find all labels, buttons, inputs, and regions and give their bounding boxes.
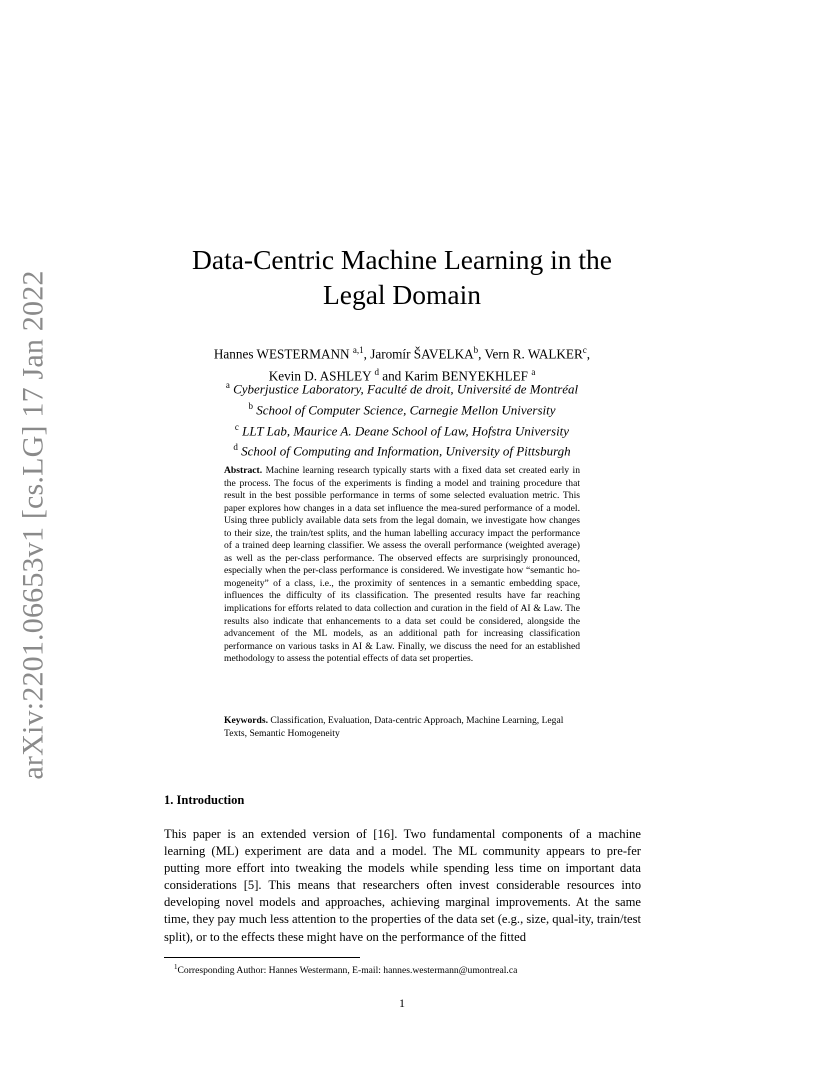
affiliation-text: Cyberjustice Laboratory, Faculté de droit, Université de Montréal [233,381,579,397]
footnote-sup: 1 [174,963,178,971]
author-sup: a,1 [352,345,364,355]
author-line-1: Hannes WESTERMANN $^{a,1}$, Jaromír ŠAVELKA$^b$, Vern R. WALKER$^c$, [213,345,591,362]
abstract [224,465,580,666]
affiliation-sup: a [225,380,230,390]
author-name: Hannes WESTERMANN [213,346,350,362]
author-sup: b [473,345,479,355]
affiliation-sup: b [248,400,253,411]
arxiv-stamp [4,270,64,780]
abstract-text: Machine learning research typically starts with a fixed data set created early in the process. The focus of the experiments is finding a model and training procedure that result in the best possible performance in terms of some selected evaluation metric. This paper explores how changes in a data set influence the mea-sured performance of a model. Using three publicly available data sets from the legal domain, we investigate how changes to their size, the train/test splits, and the human labelling accuracy impact the performance of a trained deep learning classifier. We assess the overall performance (weighted average) as well as the per-class performance. The observed effects are surprisingly pronounced, especially when the per-class performance is considered. We investigate how “semantic ho-mogeneity” of a class, i.e., the proximity of sentences in a semantic embedding space, influences the difficulty of its classification. The presented results have far reaching implications for efforts related to data collection and curation in the field of AI & Law. The results also indicate that enhancements to a data set could be considered, alongside the advancement of the ML models, as an additional path for increasing classification performance on various tasks in AI & Law. Finally, we discuss the need for an established methodology to assess the potential effects of data set properties. [224,465,580,665]
affiliation-text: School of Computing and Information, University of Pittsburgh [241,443,571,459]
author-sup: d [374,367,379,378]
affiliation [120,398,684,419]
footnote-rule [164,957,360,958]
keywords-label: Keywords. [224,715,268,726]
author-name: Karim BENYEKHLEF [404,368,529,384]
affiliation-text: School of Computer Science, Carnegie Mellon University [256,402,556,418]
footnote [174,961,517,977]
author-name: Kevin D. ASHLEY [268,368,372,384]
author-line-2: Kevin D. ASHLEY $^d$ and Karim BENYEKHLEF $^a$ [268,367,536,384]
keywords-text: Classification, Evaluation, Data-centric Approach, Machine Learning, Legal Texts, Semantic Homogeneity [224,715,564,739]
author-sup: c [582,345,587,355]
author-sup: a [531,367,536,378]
abstract-label: Abstract. [224,465,263,476]
affiliation-sup: c [234,421,239,432]
paper-title [120,242,684,312]
intro-paragraph: This paper is an extended version of [16]. Two fundamental components of a machine learning (ML) experiment are data and a model. The ML community appears to pre-fer putting more effort into tweaking the models while spending less time on important data considerations [5]. This means that researchers often invest considerable resources into developing novel models and approaches, achieving marginal improvements. At the same time, they pay much less attention to the properties of the data set (e.g., size, qual-ity, train/test split), or to the effects these might have on the performance of the fitted [164,827,641,944]
arxiv-stamp-text: arXiv:2201.06653v1 [cs.LG] 17 Jan 2022 [17,270,51,780]
page-number: 1 [399,996,405,1010]
keywords [224,715,580,740]
affiliation-sup: d [233,442,238,453]
paper-title-line2: Legal Domain [322,279,482,310]
affiliation [120,377,684,398]
paper-title-line1: Data-Centric Machine Learning in the [192,244,612,275]
author-name: Jaromír ŠAVELKA [370,346,474,362]
affiliation [120,419,684,440]
section-heading: 1. Introduction [164,793,245,807]
affiliation [120,439,684,460]
author-name: Vern R. WALKER [484,346,583,362]
affiliation-list [120,377,684,460]
footnote-text: Corresponding Author: Hannes Westermann, E-mail: hannes.westermann@umontreal.ca [177,965,518,977]
affiliation-text: LLT Lab, Maurice A. Deane School of Law, Hofstra University [242,422,570,438]
